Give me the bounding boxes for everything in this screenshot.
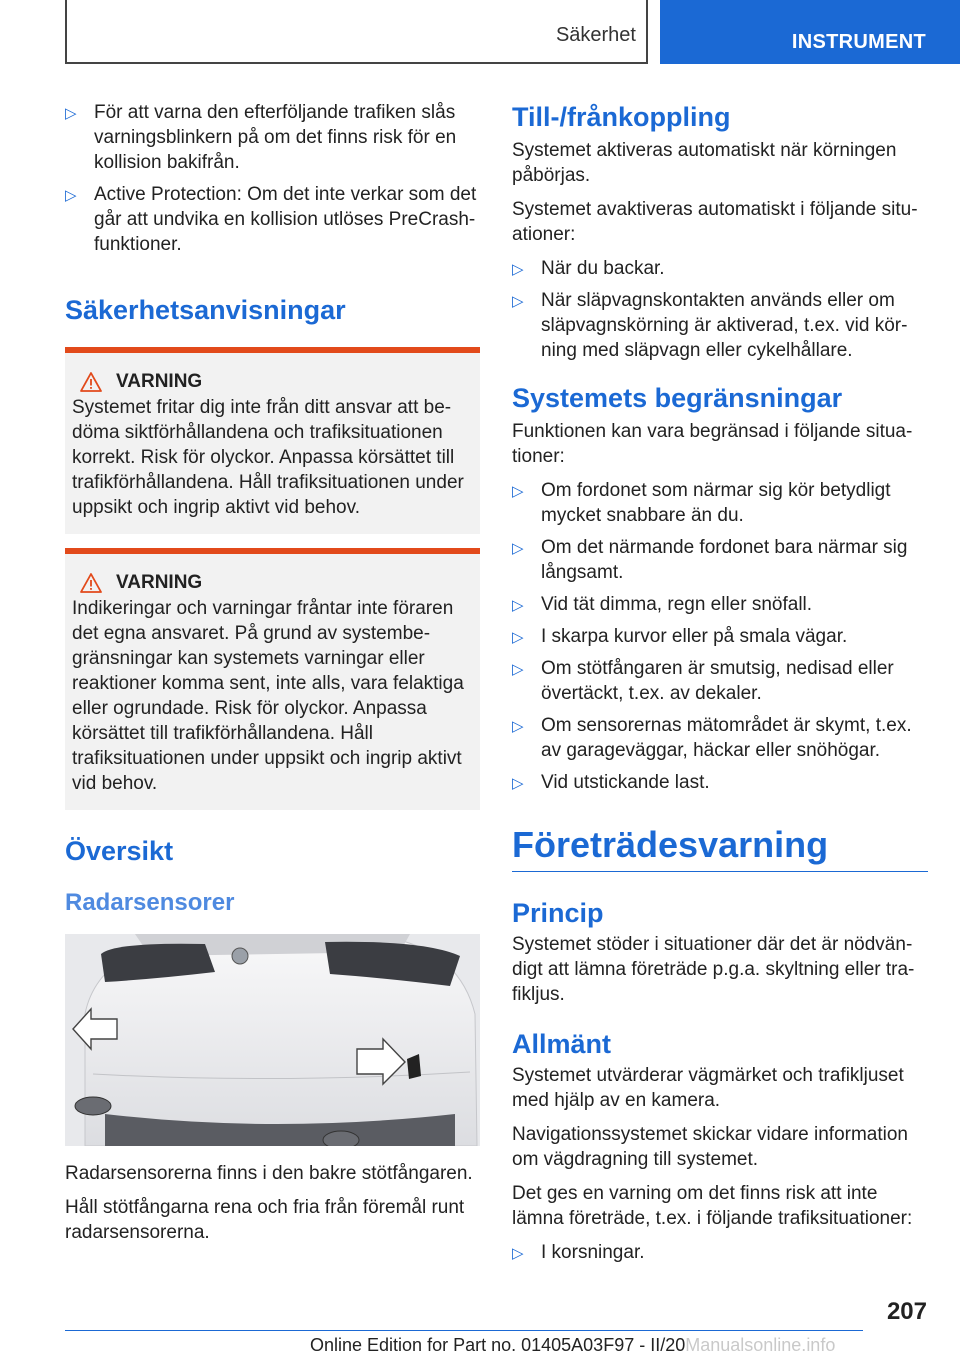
overview-heading: Översikt bbox=[65, 836, 174, 866]
triangle-bullet-icon: ▷ bbox=[65, 105, 77, 122]
warning-triangle-icon bbox=[80, 372, 102, 392]
car-rear-bumper-image bbox=[65, 934, 480, 1146]
triangle-bullet-icon: ▷ bbox=[512, 661, 524, 678]
warning-text: Systemet fritar dig inte från ditt ansvar att bedöma siktförhållandena och trafiksituationen korrekt. Risk för olyckor. Anpassa körsättet till trafikförhållandena. Håll trafiksituationen under uppsikt och ingrip aktivt vid behov. bbox=[72, 397, 464, 518]
onoff-paragraph-2: Systemet avaktiveras automatiskt i följande situationer: bbox=[512, 199, 918, 245]
chapter-heading-rule bbox=[512, 871, 928, 872]
triangle-bullet-icon: ▷ bbox=[512, 261, 524, 278]
warning-text: Indikeringar och varningar fråntar inte föraren det egna ansvaret. På grund av systembegränsningar kan systemets varningar eller reaktioner komma sent, inte alls, vara felaktiga eller ogrundade. Risk för olyckor. Anpassa körsättet till trafikförhållandena. Håll trafiksituationen under uppsikt och ingrip aktivt vid behov. bbox=[72, 598, 464, 794]
onoff-heading: Till-/frånkoppling bbox=[512, 102, 731, 132]
right-column bbox=[512, 100, 928, 1272]
limits-paragraph: Funktionen kan vara begränsad i följande situationer: bbox=[512, 421, 913, 467]
triangle-bullet-icon: ▷ bbox=[512, 293, 524, 310]
list-item: ▷ I korsningar. bbox=[512, 1240, 928, 1265]
limits-bullet-list bbox=[512, 478, 928, 795]
general-paragraph-2: Navigationssystemet skickar vidare information om vägdragning till systemet. bbox=[512, 1124, 908, 1170]
warning-title: VARNING bbox=[116, 572, 203, 593]
triangle-bullet-icon: ▷ bbox=[512, 1245, 524, 1262]
header-chapter-tab[interactable] bbox=[660, 0, 960, 64]
footer-rule bbox=[65, 1330, 863, 1331]
header-section-title: Säkerhet bbox=[555, 24, 636, 46]
list-item: ▷ Om stötfångaren är smutsig, nedisad eller övertäckt, t.ex. av dekaler. bbox=[512, 658, 894, 704]
footer-watermark: Manualsonline.info bbox=[685, 1335, 836, 1355]
header-chapter-title: INSTRUMENT bbox=[791, 31, 926, 53]
list-item: ▷ Om sensorernas mätområdet är skymt, t.ex. av garageväggar, häckar eller snöhögar. bbox=[512, 715, 912, 761]
limits-heading: Systemets begränsningar bbox=[512, 383, 843, 413]
radar-paragraph-2: Håll stötfångarna rena och fria från föremål runt radarsensorerna. bbox=[65, 1197, 465, 1243]
list-item: ▷ När du backar. bbox=[512, 256, 928, 281]
warning-header bbox=[72, 572, 472, 594]
warning-header bbox=[72, 371, 472, 393]
list-item: ▷ Om fordonet som närmar sig kör betydligt mycket snabbare än du. bbox=[512, 480, 891, 526]
left-column bbox=[65, 100, 480, 1245]
list-item: ▷ I skarpa kurvor eller på smala vägar. bbox=[512, 624, 928, 649]
page-number: 207 bbox=[886, 1298, 927, 1325]
list-item: ▷ När släpvagnskontakten används eller om släpvagnskörning är aktiverad, t.ex. vid körning med släpvagn eller cykelhållare. bbox=[512, 290, 908, 361]
general-bullet-list bbox=[512, 1240, 928, 1265]
triangle-bullet-icon: ▷ bbox=[512, 775, 524, 792]
triangle-bullet-icon: ▷ bbox=[512, 540, 524, 557]
chapter-heading: Företrädesvarning bbox=[512, 824, 829, 865]
onoff-paragraph-1: Systemet aktiveras automatiskt när körningen påbörjas. bbox=[512, 140, 897, 186]
warning-box-2 bbox=[65, 548, 480, 810]
warning-box-1 bbox=[65, 347, 480, 534]
safety-heading: Säkerhetsanvisningar bbox=[65, 295, 346, 325]
list-item: ▷ Vid tät dimma, regn eller snöfall. bbox=[512, 592, 928, 617]
general-heading: Allmänt bbox=[512, 1029, 612, 1059]
triangle-bullet-icon: ▷ bbox=[512, 718, 524, 735]
radar-paragraph-1: Radarsensorerna finns i den bakre stötfångaren. bbox=[65, 1163, 473, 1184]
general-paragraph-1: Systemet utvärderar vägmärket och trafikljuset med hjälp av en kamera. bbox=[512, 1065, 904, 1111]
list-item: ▷ Active Protection: Om det inte verkar som det går att undvika en kollision utlöses PreCrash-funktioner. bbox=[65, 184, 477, 255]
bullet-list-top bbox=[65, 100, 480, 257]
onoff-bullet-list bbox=[512, 256, 928, 363]
general-paragraph-3: Det ges en varning om det finns risk att inte lämna företräde, t.ex. i följande trafiksituationer: bbox=[512, 1183, 913, 1229]
list-item: ▷ Vid utstickande last. bbox=[512, 770, 928, 795]
header-section-box bbox=[65, 0, 648, 64]
footer-edition: Online Edition for Part no. 01405A03F97 - II/20Manualsonline.info bbox=[310, 1335, 836, 1355]
radar-heading: Radarsensorer bbox=[65, 889, 235, 916]
radar-sensor-illustration bbox=[65, 934, 480, 1146]
principle-heading: Princip bbox=[512, 898, 604, 928]
list-item: ▷ För att varna den efterföljande trafiken slås varningsblinkern på om det finns risk för en kollision bakifrån. bbox=[65, 102, 457, 173]
triangle-bullet-icon: ▷ bbox=[512, 483, 524, 500]
triangle-bullet-icon: ▷ bbox=[512, 597, 524, 614]
triangle-bullet-icon: ▷ bbox=[512, 629, 524, 646]
list-item: ▷ Om det närmande fordonet bara närmar sig långsamt. bbox=[512, 537, 908, 583]
principle-paragraph: Systemet stöder i situationer där det är nödvändigt att lämna företräde p.g.a. skyltning eller trafikljus. bbox=[512, 934, 915, 1005]
warning-title: VARNING bbox=[116, 371, 203, 392]
warning-triangle-icon bbox=[80, 573, 102, 593]
triangle-bullet-icon: ▷ bbox=[65, 187, 77, 204]
